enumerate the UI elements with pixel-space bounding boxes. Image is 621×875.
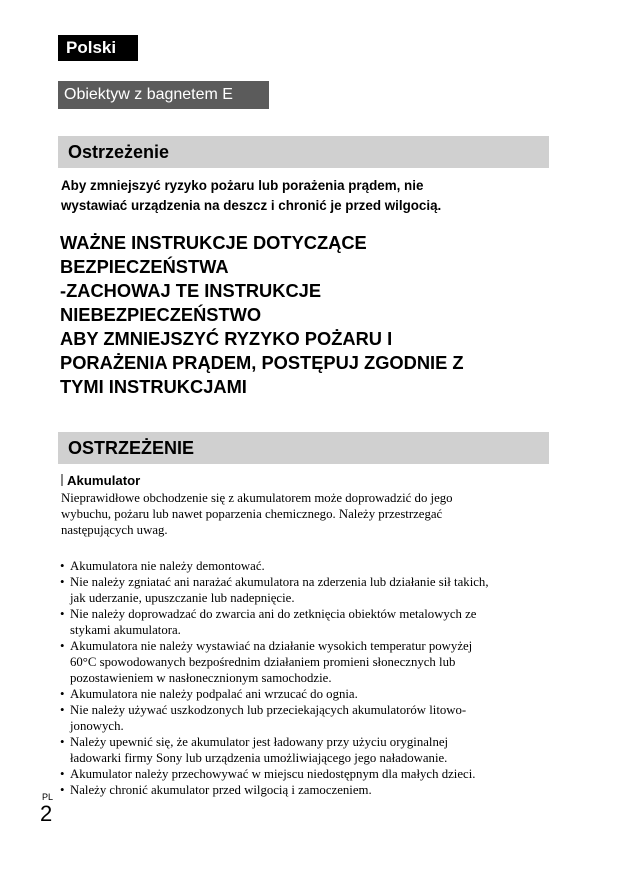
battery-intro [61, 490, 541, 538]
list-item [60, 606, 555, 638]
list-item-line: • Akumulatora nie należy podpalać ani wrzucać do ognia. [70, 687, 358, 701]
list-item-line: • Akumulatora nie należy wystawiać na działanie wysokich temperatur powyżej [70, 639, 473, 653]
warning-text [61, 176, 531, 216]
list-item [60, 638, 555, 686]
instruction-line: PORAŻENIA PRĄDEM, POSTĘPUJ ZGODNIE Z [60, 352, 464, 373]
caution-section-title: OSTRZEŻENIE [58, 432, 549, 464]
instruction-line: NIEBEZPIECZEŃSTWO [60, 304, 262, 325]
list-item-line: jonowych. [70, 719, 124, 733]
list-item [60, 782, 555, 798]
subheading-text: Akumulator [67, 473, 141, 488]
list-item-line: pozostawieniem w nasłonecznionym samochodzie. [70, 671, 332, 685]
list-item [60, 574, 555, 606]
list-item-line: • Akumulatora nie należy demontować. [70, 559, 265, 573]
instruction-line: TYMI INSTRUKCJAMI [60, 376, 247, 397]
list-item [60, 558, 555, 574]
battery-warnings-list [60, 558, 555, 798]
list-item-line: • Akumulator należy przechowywać w miejscu niedostępnym dla małych dzieci. [70, 767, 476, 781]
instruction-line: -ZACHOWAJ TE INSTRUKCJE [60, 280, 322, 301]
footer-language-code: PL [42, 792, 54, 802]
warning-section-title: Ostrzeżenie [58, 136, 549, 168]
warning-line: wystawiać urządzenia na deszcz i chronić je przed wilgocią. [61, 198, 442, 213]
intro-line: następujących uwag. [61, 523, 168, 537]
instruction-line: BEZPIECZEŃSTWA [60, 256, 229, 277]
intro-line: wybuchu, pożaru lub nawet poparzenia chemicznego. Należy przestrzegać [61, 507, 443, 521]
list-item-line: jak uderzanie, upuszczanie lub nadepnięcie. [70, 591, 295, 605]
list-item-line: stykami akumulatora. [70, 623, 181, 637]
list-item [60, 734, 555, 766]
list-item-line: • Nie należy zgniatać ani narażać akumulatora na zderzenia lub działanie sił takich, [70, 575, 489, 589]
list-item-line: • Należy upewnić się, że akumulator jest ładowany przy użyciu oryginalnej [70, 735, 449, 749]
list-item-line: ładowarki firmy Sony lub urządzenia umożliwiającego jego naładowanie. [70, 751, 448, 765]
list-item-line: • Należy chronić akumulator przed wilgocią i zamoczeniem. [70, 783, 372, 797]
subheading-marker [61, 474, 63, 486]
intro-line: Nieprawidłowe obchodzenie się z akumulatorem może doprowadzić do jego [61, 491, 453, 505]
language-label: Polski [58, 35, 138, 61]
list-item-line: • Nie należy doprowadzać do zwarcia ani do zetknięcia obiektów metalowych ze [70, 607, 477, 621]
instruction-line: ABY ZMNIEJSZYĆ RYZYKO POŻARU I [60, 328, 393, 349]
warning-line: Aby zmniejszyć ryzyko pożaru lub porażenia prądem, nie [61, 178, 424, 193]
product-label: Obiektyw z bagnetem E [58, 81, 269, 109]
list-item [60, 766, 555, 782]
list-item-line: 60°C spowodowanych bezpośrednim działaniem promieni słonecznych lub [70, 655, 456, 669]
list-item [60, 702, 555, 734]
battery-subheading [61, 472, 140, 490]
instruction-line: WAŻNE INSTRUKCJE DOTYCZĄCE [60, 232, 367, 253]
list-item [60, 686, 555, 702]
safety-instructions [60, 231, 550, 399]
page-number: 2 [40, 801, 53, 826]
list-item-line: • Nie należy używać uszkodzonych lub przeciekających akumulatorów litowo- [70, 703, 467, 717]
